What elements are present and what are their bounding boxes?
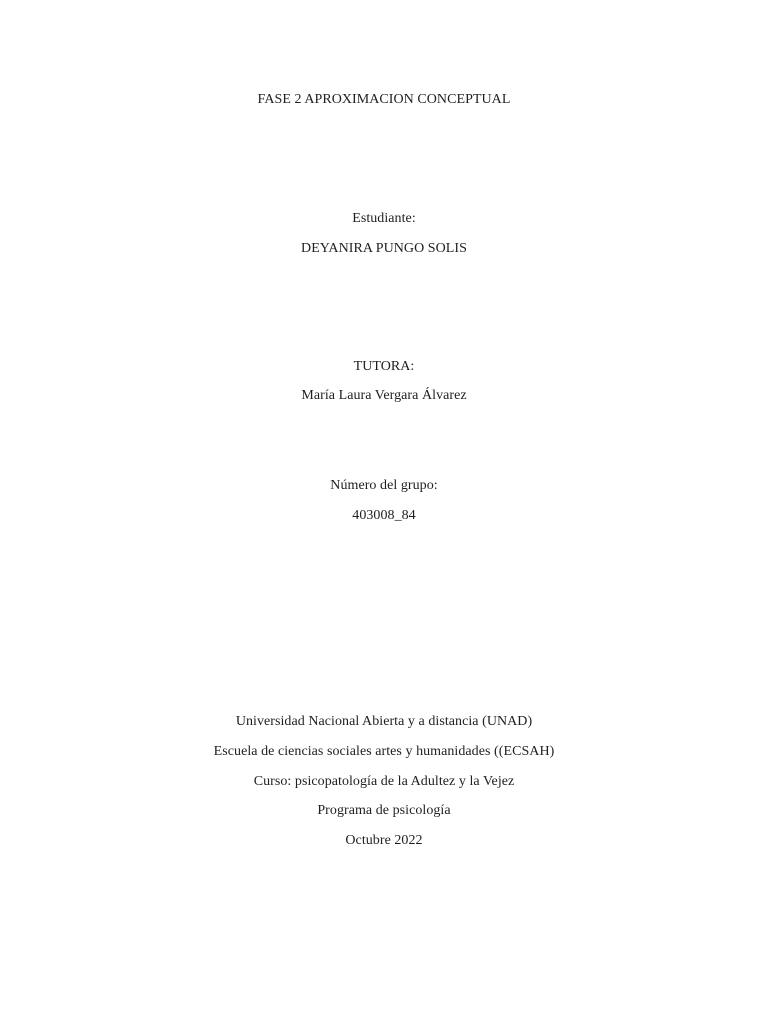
- school-line: Escuela de ciencias sociales artes y humanidades ((ECSAH): [213, 744, 555, 759]
- program-line: Programa de psicología: [317, 803, 451, 818]
- student-label: Estudiante:: [352, 211, 416, 226]
- group-number: 403008_84: [352, 508, 416, 523]
- tutor-name: María Laura Vergara Álvarez: [301, 388, 467, 403]
- course-line: Curso: psicopatología de la Adultez y la Vejez: [253, 774, 515, 789]
- student-name: DEYANIRA PUNGO SOLIS: [301, 241, 467, 256]
- tutor-label: TUTORA:: [353, 359, 415, 374]
- university-line: Universidad Nacional Abierta y a distancia (UNAD): [235, 714, 533, 729]
- date-line: Octubre 2022: [345, 833, 423, 848]
- document-title: FASE 2 APROXIMACION CONCEPTUAL: [257, 92, 511, 107]
- group-label: Número del grupo:: [330, 478, 438, 493]
